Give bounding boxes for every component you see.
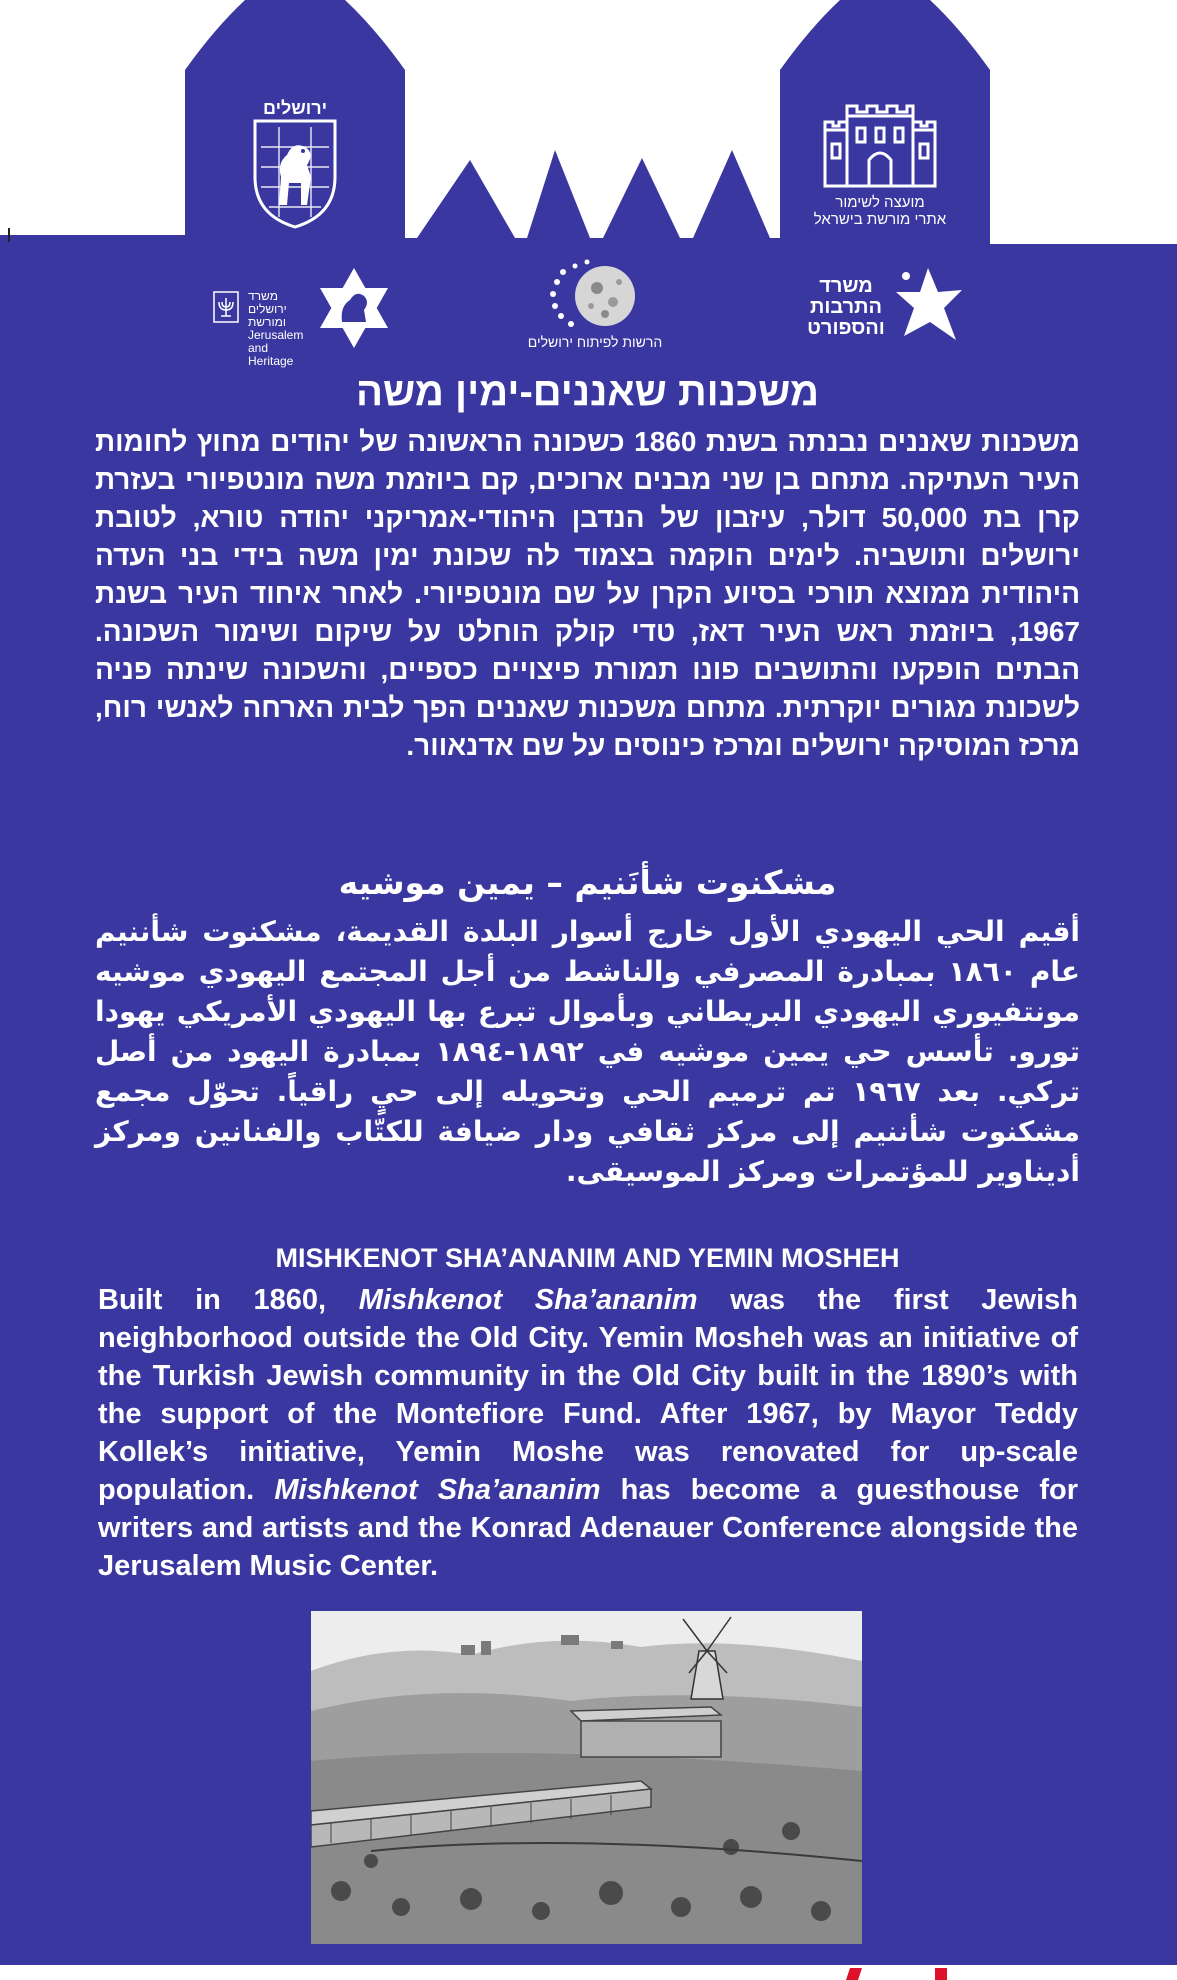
jerusalem-label: ירושלים <box>262 98 328 118</box>
hebrew-title: משכנות שאננים-ימין משה <box>356 370 819 414</box>
heritage-line-1: משרד ירושלים <box>248 289 287 316</box>
globe-dots-icon <box>535 258 655 334</box>
heritage-line-2: ומורשת <box>248 315 286 329</box>
english-body-italic-1: Mishkenot Sha’ananim <box>358 1284 698 1316</box>
culture-line-1: משרד <box>819 275 873 297</box>
red-mark <box>935 1968 947 1980</box>
culture-ministry-logo <box>800 262 970 352</box>
star-of-david-lion-icon <box>318 266 390 350</box>
menorah-emblem-icon <box>212 290 240 324</box>
council-preservation-logo <box>800 100 960 228</box>
jerusalem-emblem <box>240 100 350 229</box>
arabic-title: مشكنوت شأنَنيم – يمين موشيه <box>338 863 837 902</box>
historic-engraving-image <box>311 1611 862 1944</box>
heritage-text-block <box>248 290 320 368</box>
heritage-line-3: Jerusalem and <box>248 328 304 355</box>
culture-text-block <box>802 276 890 339</box>
council-line-2: אתרי מורשת בישראל <box>813 211 947 228</box>
upper-building <box>571 1707 721 1757</box>
english-body <box>98 1281 1078 1585</box>
authority-label: הרשות לפיתוח ירושלים <box>527 334 663 350</box>
heritage-line-4: Heritage <box>248 354 294 368</box>
council-line-1: מועצה לשימור <box>835 194 925 211</box>
hebrew-body: משכנות שאננים נבנתה בשנת 1860 כשכונה הראשונה של יהודים מחוץ לחומות העיר העתיקה. מתחם בן שני מבנים ארוכים, קם ביוזמת משה מונטפיורי בעזרת קרן בת 50,000 דולר, עיזבון של הנדבן היהודי-אמריקני יהודה טורא, לטובת ירושלים ותושביה. לימים הוקמה בצמוד לה שכונת ימין משה בידי בני העדה היהודית ממוצא תורכי בסיוע הקרן על שם מונטפיורי. לאחר איחוד העיר בשנת 1967, ביוזמת ראש העיר דאז, טדי קולק הוחלט על שיקום ושימור השכונה. הבתים הופקעו והתושבים פונו תמורת פיצויים כספיים, והשכונה שינתה פניה לשכונת מגורים יוקרתית. מתחם משכנות שאננים הפך לבית הארחה לאנשי רוח, מרכז המוסיקה ירושלים ומרכז כינוסים על שם אדנאוור. <box>95 426 1080 761</box>
english-body-part-3: has become a guesthouse for writers and artists and the Konrad Adenauer Conference alongside the Jerusalem Music Center. <box>98 1474 1079 1582</box>
heritage-ministry-logo <box>212 262 392 368</box>
registration-mark <box>8 228 10 242</box>
splash-star-icon <box>894 264 964 344</box>
culture-line-2: התרבות <box>810 296 882 318</box>
english-body-part-1: Built in 1860, <box>98 1284 327 1316</box>
english-title: MISHKENOT SHA’ANANIM AND YEMIN MOSHEH <box>275 1243 900 1273</box>
arabic-body: أقيم الحي اليهودي الأول خارج أسوار البلدة القديمة، مشكنوت شأننيم عام ١٨٦٠ بمبادرة المصرفي والناشط من أجل المجتمع اليهودي موشيه مونتفيوري اليهودي البريطاني وبأموال تبرع بها اليهودي الأمريكي يهودا تورو. تأسس حي يمين موشيه في ١٨٩٢-١٨٩٤ بمبادرة اليهود من أصل تركي. بعد ١٩٦٧ تم ترميم الحي وتحويله إلى حيٍ راقياً. تحوّل مجمع مشكنوت شأننيم إلى مركز ثقافي ودار ضيافة للكتّاب والفنانين ومركز أديناوير للمؤتمرات ومركز الموسيقى. <box>95 915 1080 1188</box>
development-authority-logo <box>505 258 685 351</box>
lion-shield-icon <box>249 117 341 229</box>
english-body-italic-2: Mishkenot Sha’ananim <box>274 1474 601 1506</box>
castle-icon <box>821 100 939 188</box>
bottom-strip <box>0 1965 1177 1980</box>
english-body-part-2: was the first Jewish neighborhood outside the Old City. Yemin Mosheh was an initiative of the Turkish Jewish community in the Old City built in the 1890’s with the support of the Montefiore Fund. After 1967, by Mayor Teddy Kollek’s initiative, Yemin Moshe was renovated for up-scale population. <box>98 1284 1078 1506</box>
culture-line-3: והספורט <box>807 317 885 339</box>
